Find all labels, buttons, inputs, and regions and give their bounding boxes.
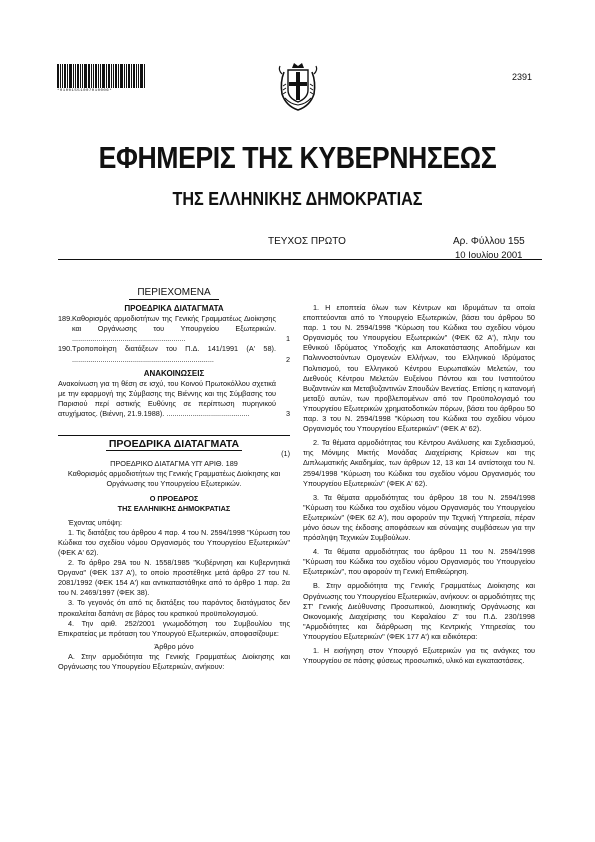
- barcode-bar: [91, 64, 92, 88]
- toc-item-number: 190.: [58, 344, 73, 354]
- paragraph-1: 1. Τις διατάξεις του άρθρου 4 παρ. 4 του Ν. 2594/1998 "Κύρωση του Κώδικα του σχεδίου νόμου Οργανισμός του Υπουργείου Εξωτερικών" (ΦΕΚ Α' 62).: [58, 527, 290, 557]
- toc-item: [58, 344, 290, 364]
- left-column: [58, 287, 290, 672]
- toc-item-page: 1: [285, 334, 290, 344]
- barcode-bar: [133, 64, 135, 88]
- paragraph-2: 2. Το άρθρο 29Α του Ν. 1558/1985 "Κυβέρνηση και Κυβερνητικά Όργανα" (ΦΕΚ 137 Α'), το οποίο προστέθηκε μετά άρθρο 27 του Ν. 2081/1992 (ΦΕΚ 154 Α') και αντικαταστάθηκε από το άρθρο 1 παρ. 2α του Ν. 2469/1997 (ΦΕΚ 38).: [58, 558, 290, 598]
- barcode-bar: [67, 64, 68, 88]
- page-number: 2391: [512, 72, 533, 82]
- paragraph-A: Α. Στην αρμοδιότητα της Γενικής Γραμματέως Διοίκησης και Οργάνωσης του Υπουργείου Εξωτερικών, ανήκουν:: [58, 651, 290, 671]
- decree-section-title: ΠΡΟΕΔΡΙΚΑ ΔΙΑΤΑΓΜΑΤΑ: [106, 439, 242, 451]
- right-column: [303, 303, 535, 666]
- barcode-bar: [102, 64, 105, 88]
- gazette-subtitle: ΤΗΣ ΕΛΛΗΝΙΚΗΣ ΔΗΜΟΚΡΑΤΙΑΣ: [172, 189, 423, 209]
- gazette-title: ΕΦΗΜΕΡΙΣ ΤΗΣ ΚΥΒΕΡΝΗΣΕΩΣ: [98, 140, 497, 175]
- barcode-bar: [124, 64, 125, 88]
- barcode: [57, 64, 145, 88]
- barcode-bar: [138, 64, 139, 88]
- right-paragraph-1: 1. Η εποπτεία όλων των Κέντρων και Ιδρυμάτων τα οποία εποπτεύονται από το Υπουργείο Εξωτερικών, βάσει του άρθρου 50 παρ. 1 του Ν. 2594/1998 "Κύρωση του Κώδικα του σχεδίου νόμου Οργανισμός του Υπουργείου Εξωτερικών" (ΦΕΚ 62 Α'), πλην του Εθνικού Ιδρύματος Υποδοχής και Αποκατάστασης Αποδήμων και Παλιννοστούντων Ομογενών Ελλήνων, του Ελληνικού Ιδρύματος Πολιτισμού, του Ελληνικού Κέντρου Ευρωπαϊκών Μελετών, του Διεθνούς Κέντρου Μελετών Ευξείνου Πόντου και του Ινστιτούτου Βυζαντινών και Μεταβυζαντινών Σπουδών Βενετίας. Επίσης η κατανομή μεταξύ αυτών, των προβλεπομένων από τον Προϋπολογισμό του Υπουργείου Εξωτερικών χρηματοδοτικών πόρων, βάσει του άρθρου 50 παρ. 3 του Ν. 2594/1998 "Κύρωση του Κώδικα του σχεδίου νόμου Οργανισμός του Υπουργείου Εξωτερικών" (ΦΕΚ Α' 62).: [303, 303, 535, 434]
- toc-heading-wrap: [58, 288, 290, 300]
- barcode-bar: [82, 64, 83, 88]
- barcode-bar: [118, 64, 119, 88]
- toc-announcement-text: Ανακοίνωση για τη θέση σε ισχύ, του Κοινού Πρωτοκόλλου σχετικά με την εφαρμογή της Σύμβασης της Βιέννης και της Σύμβασης του Παρισιού περί αστικής Ευθύνης σε περίπτωση πυρηνικού ατυχήματος. (Βιέννη, 21.9.1988). .........................................: [58, 378, 276, 419]
- barcode-digits: *01001551007010006*: [57, 89, 113, 93]
- toc-item-number: 189.: [58, 314, 73, 324]
- issue-label: ΤΕΥΧΟΣ ΠΡΩΤΟ: [268, 236, 346, 247]
- barcode-bar: [69, 64, 72, 88]
- toc-item-text: Τροποποίηση διατάξεων του Π.Δ. 141/1991 (Α' 58). ......................................................................: [72, 344, 276, 364]
- sheet-number: Αρ. Φύλλου 155: [453, 236, 525, 247]
- right-paragraph-B1: 1. Η εισήγηση στον Υπουργό Εξωτερικών για τις ανάγκες του Υπουργείου σε πάσης φύσεως προσωπικό, υλικό και εγκαταστάσεις.: [303, 646, 535, 666]
- barcode-bar: [77, 64, 79, 88]
- barcode-bar: [108, 64, 110, 88]
- barcode-bar: [128, 64, 130, 88]
- barcode-bar: [57, 64, 59, 88]
- barcode-bar: [62, 64, 63, 88]
- considering-line: Έχοντας υπόψη:: [68, 517, 122, 527]
- barcode-bar: [60, 64, 61, 88]
- coat-of-arms-icon: [276, 60, 320, 112]
- barcode-bar: [115, 64, 117, 88]
- barcode-bar: [98, 64, 99, 88]
- barcode-bar: [131, 64, 132, 88]
- barcode-bar: [64, 64, 66, 88]
- toc-announcement-page: 3: [285, 409, 290, 419]
- toc-item: [58, 314, 290, 344]
- decree-section-header: [58, 438, 290, 459]
- paragraph-3: 3. Το γεγονός ότι από τις διατάξεις του παρόντος διατάγματος δεν προκαλείται δαπάνη σε βάρος του κρατικού προϋπολογισμού.: [58, 598, 290, 618]
- decree-title-line: ΠΡΟΕΔΡΙΚΟ ΔΙΑΤΑΓΜΑ ΥΠ' ΑΡΙΘ. 189: [110, 459, 238, 469]
- right-paragraph-4: 4. Τα θέματα αρμοδιότητας του άρθρου 11 του Ν. 2594/1998 "Κύρωση του Κώδικα του σχεδίου νόμου Οργανισμός του Υπουργείου Εξωτερικών", που αφορούν τη Γενική Επιθεώρηση.: [303, 547, 535, 577]
- barcode-bar: [126, 64, 127, 88]
- right-paragraph-3: 3. Τα θέματα αρμοδιότητας του άρθρου 18 του Ν. 2594/1998 "Κύρωση του Κώδικα του σχεδίου νόμου Οργανισμός του Υπουργείου Εξωτερικών" (ΦΕΚ 62 Α'), που αφορούν την Τεχνική Υπηρεσία, πέραν μόνο όσων της έκδοσης αποφάσεων και σύναψης συμβάσεων για την πρόσληψη Τεχνικών Συμβούλων.: [303, 492, 535, 543]
- president-line-2: ΤΗΣ ΕΛΛΗΝΙΚΗΣ ΔΗΜΟΚΡΑΤΙΑΣ: [117, 503, 231, 513]
- toc-announcements-heading: ΑΝΑΚΟΙΝΩΣΕΙΣ: [143, 368, 205, 378]
- article-heading: Άρθρο μόνο: [154, 641, 194, 651]
- barcode-bar: [95, 64, 97, 88]
- barcode-bar: [73, 64, 74, 88]
- barcode-bar: [144, 64, 145, 88]
- header-divider: [58, 259, 542, 260]
- barcode-bar: [84, 64, 87, 88]
- barcode-bar: [88, 64, 90, 88]
- decree-subject: Καθορισμός αρμοδιοτήτων της Γενικής Γραμματέως Διοίκησης και Οργάνωσης του Υπουργείου Εξωτερικών.: [67, 469, 281, 489]
- barcode-bar: [120, 64, 123, 88]
- barcode-bar: [106, 64, 107, 88]
- decree-marker: (1): [281, 449, 290, 459]
- toc-item-page: 2: [285, 354, 290, 364]
- barcode-bar: [75, 64, 76, 88]
- barcode-bar: [100, 64, 101, 88]
- paragraph-4: 4. Την αριθ. 252/2001 γνωμοδότηση του Συμβουλίου της Επικρατείας με πρόταση του Υπουργού Εξωτερικών, αποφασίζουμε:: [58, 618, 290, 638]
- toc-heading: ΠΕΡΙΕΧΟΜΕΝΑ: [129, 288, 218, 300]
- toc-decrees-heading: ΠΡΟΕΔΡΙΚΑ ΔΙΑΤΑΓΜΑΤΑ: [124, 304, 224, 314]
- right-paragraph-2: 2. Τα θέματα αρμοδιότητας του Κέντρου Ανάλυσης και Σχεδιασμού, της Μόνιμης Μικτής Μονάδας Διαχείρισης Κρίσεων και της Διπλωματικής Ακαδημίας, των άρθρων 12, 13 και 14 αντίστοιχα του Ν. 2594/1998 "Κύρωση του Κώδικα του σχεδίου νόμου Οργανισμός του Υπουργείου Εξωτερικών" (ΦΕΚ Α' 62).: [303, 438, 535, 488]
- toc-announcement: [58, 379, 290, 419]
- section-divider: [58, 435, 290, 436]
- barcode-bar: [93, 64, 94, 88]
- right-paragraph-B: Β. Στην αρμοδιότητα της Γενικής Γραμματέως Διοίκησης και Οργάνωσης του Υπουργείου Εξωτερικών, ανήκουν: οι αρμοδιότητες της ΣΤ' Γενικής Διεύθυνσης Προσωπικού, Διοικητικής Οργάνωσης και Οικονομικής Διαχείρισης του Κεφαλαίου Ζ' του Π.Δ. 230/1998 "Αρμοδιότητες και διάρθρωση της Κεντρικής Υπηρεσίας του Υπουργείου Εξωτερικών" (ΦΕΚ 177 Α') και ειδικότερα:: [303, 581, 535, 641]
- barcode-bar: [140, 64, 143, 88]
- barcode-bar: [111, 64, 112, 88]
- barcode-bar: [113, 64, 114, 88]
- president-line-1: Ο ΠΡΟΕΔΡΟΣ: [149, 493, 199, 503]
- issue-date: 10 Ιουλίου 2001: [455, 250, 523, 261]
- barcode-bar: [80, 64, 81, 88]
- barcode-bar: [136, 64, 137, 88]
- toc-item-text: Καθορισμός αρμοδιοτήτων της Γενικής Γραμματέως Διοίκησης και Οργάνωσης του Υπουργείου Εξωτερικών. ........................................................: [72, 314, 276, 344]
